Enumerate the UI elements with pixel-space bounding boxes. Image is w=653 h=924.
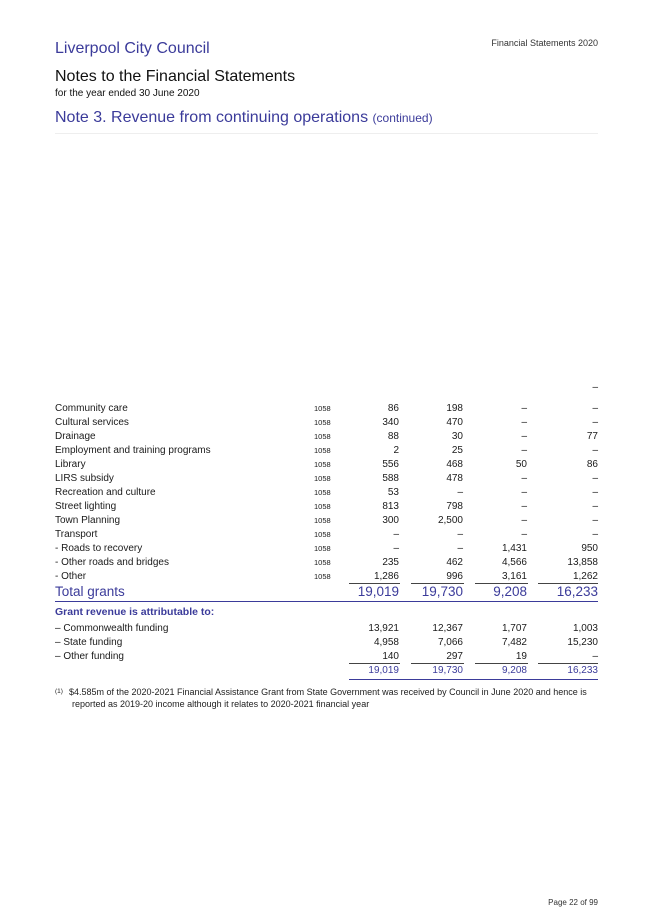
cell: 30 — [451, 431, 463, 442]
row-note: 1058 — [314, 544, 331, 553]
cell: 88 — [387, 431, 399, 442]
carryover-value: – — [592, 382, 598, 393]
cell: 798 — [446, 501, 463, 512]
cell: – — [457, 543, 463, 554]
cell: – — [592, 515, 598, 526]
row-label: – Other funding — [55, 651, 124, 662]
table-row — [55, 416, 598, 430]
cell: – — [393, 543, 399, 554]
note-title: Note 3. Revenue from continuing operations — [55, 109, 369, 126]
table-row — [55, 636, 598, 650]
row-note: 1058 — [314, 572, 331, 581]
council-name: Liverpool City Council — [55, 40, 210, 57]
cell: 7,482 — [501, 637, 527, 648]
row-label: Street lighting — [55, 501, 117, 512]
row-note: 1058 — [314, 418, 331, 427]
cell: 300 — [382, 515, 399, 526]
row-note: 1058 — [314, 460, 331, 469]
cell: – — [521, 417, 527, 428]
cell: – — [521, 487, 527, 498]
document-title: Financial Statements 2020 — [491, 38, 598, 48]
table-row — [55, 650, 598, 664]
row-note: 1058 — [314, 446, 331, 455]
footnote-marker: (1) — [55, 688, 63, 695]
footnote — [55, 686, 587, 710]
cell: – — [592, 403, 598, 414]
row-label: – Commonwealth funding — [55, 623, 169, 634]
cell: 16,233 — [556, 584, 598, 599]
cell: 15,230 — [567, 637, 598, 648]
footnote-line-2: reported as 2019-20 income although it relates to 2020-2021 financial year — [72, 699, 370, 709]
table-row — [55, 542, 598, 556]
note-heading — [55, 109, 433, 127]
cell: – — [521, 501, 527, 512]
cell: – — [457, 529, 463, 540]
cell: 19,019 — [357, 584, 399, 599]
table-row — [55, 556, 598, 570]
cell: 19,730 — [432, 665, 463, 676]
cell: 86 — [387, 403, 399, 414]
cell: 19,019 — [368, 665, 399, 676]
total-underline — [349, 679, 598, 680]
cell: 1,431 — [501, 543, 527, 554]
table-row — [55, 514, 598, 528]
cell: – — [592, 651, 598, 662]
cell: 2,500 — [437, 515, 463, 526]
table-row — [55, 430, 598, 444]
cell: 9,208 — [493, 584, 527, 599]
table-row — [55, 500, 598, 514]
cell: 77 — [586, 431, 598, 442]
cell: 1,707 — [501, 623, 527, 634]
cell: – — [521, 431, 527, 442]
cell: 2 — [393, 445, 399, 456]
cell: 9,208 — [501, 665, 527, 676]
row-note: 1058 — [314, 530, 331, 539]
carryover-row — [55, 381, 598, 395]
cell: 50 — [515, 459, 527, 470]
cell: – — [592, 529, 598, 540]
cell: – — [592, 445, 598, 456]
cell: 1,003 — [572, 623, 598, 634]
cell: 813 — [382, 501, 399, 512]
cell: 19,730 — [421, 584, 463, 599]
row-label: - Other — [55, 571, 87, 582]
row-label: Transport — [55, 529, 98, 540]
footnote-line-1: $4.585m of the 2020-2021 Financial Assistance Grant from State Government was received by Council in June 2020 and hence is — [68, 687, 587, 697]
cell: 4,566 — [501, 557, 527, 568]
cell: 19 — [515, 651, 527, 662]
cell: 198 — [446, 403, 463, 414]
note-continued: (continued) — [372, 111, 433, 125]
row-note: 1058 — [314, 488, 331, 497]
row-note: 1058 — [314, 432, 331, 441]
table-row — [55, 570, 598, 584]
table-row — [55, 622, 598, 636]
cell: 140 — [382, 651, 399, 662]
cell: 235 — [382, 557, 399, 568]
row-label: Library — [55, 459, 86, 470]
row-label: Community care — [55, 403, 128, 414]
cell: 297 — [446, 651, 463, 662]
row-label: Cultural services — [55, 417, 129, 428]
cell: 468 — [446, 459, 463, 470]
section-title: Notes to the Financial Statements — [55, 68, 296, 85]
table-row — [55, 402, 598, 416]
row-label: Town Planning — [55, 515, 121, 526]
cell: 478 — [446, 473, 463, 484]
cell: 4,958 — [373, 637, 399, 648]
table-row — [55, 528, 598, 542]
table-row — [55, 444, 598, 458]
row-label: LIRS subsidy — [55, 473, 114, 484]
total-grants-row — [55, 583, 598, 601]
row-note: 1058 — [314, 474, 331, 483]
cell: 1,262 — [572, 571, 598, 582]
row-note: 1058 — [314, 502, 331, 511]
row-note: 1058 — [314, 558, 331, 567]
row-label: - Roads to recovery — [55, 543, 143, 554]
cell: – — [521, 529, 527, 540]
cell: 588 — [382, 473, 399, 484]
row-label: - Other roads and bridges — [55, 557, 169, 568]
cell: 1,286 — [373, 571, 399, 582]
cell: – — [521, 403, 527, 414]
cell: 3,161 — [501, 571, 527, 582]
table-row — [55, 458, 598, 472]
cell: 25 — [451, 445, 463, 456]
cell: 16,233 — [567, 665, 598, 676]
attribution-heading: Grant revenue is attributable to: — [55, 606, 215, 618]
cell: – — [592, 487, 598, 498]
cell: 996 — [446, 571, 463, 582]
cell: 13,858 — [567, 557, 598, 568]
row-label: Drainage — [55, 431, 96, 442]
cell: – — [521, 515, 527, 526]
cell: – — [521, 445, 527, 456]
cell: 86 — [586, 459, 598, 470]
cell: – — [521, 473, 527, 484]
row-label: Employment and training programs — [55, 445, 211, 456]
total-label: Total grants — [55, 584, 125, 599]
cell: 340 — [382, 417, 399, 428]
cell: 950 — [581, 543, 598, 554]
cell: 556 — [382, 459, 399, 470]
attribution-total-row — [55, 664, 598, 678]
total-underline — [55, 601, 598, 602]
period-subtitle: for the year ended 30 June 2020 — [55, 88, 200, 99]
row-label: Recreation and culture — [55, 487, 156, 498]
page-number: Page 22 of 99 — [548, 898, 598, 907]
cell: 13,921 — [368, 623, 399, 634]
row-note: 1058 — [314, 516, 331, 525]
row-note: 1058 — [314, 404, 331, 413]
header-divider — [55, 133, 598, 134]
cell: 7,066 — [437, 637, 463, 648]
cell: – — [457, 487, 463, 498]
table-row — [55, 472, 598, 486]
cell: – — [592, 501, 598, 512]
table-row — [55, 486, 598, 500]
cell: 12,367 — [432, 623, 463, 634]
cell: 470 — [446, 417, 463, 428]
cell: – — [592, 417, 598, 428]
cell: – — [592, 473, 598, 484]
cell: 53 — [387, 487, 399, 498]
cell: 462 — [446, 557, 463, 568]
row-label: – State funding — [55, 637, 123, 648]
cell: – — [393, 529, 399, 540]
